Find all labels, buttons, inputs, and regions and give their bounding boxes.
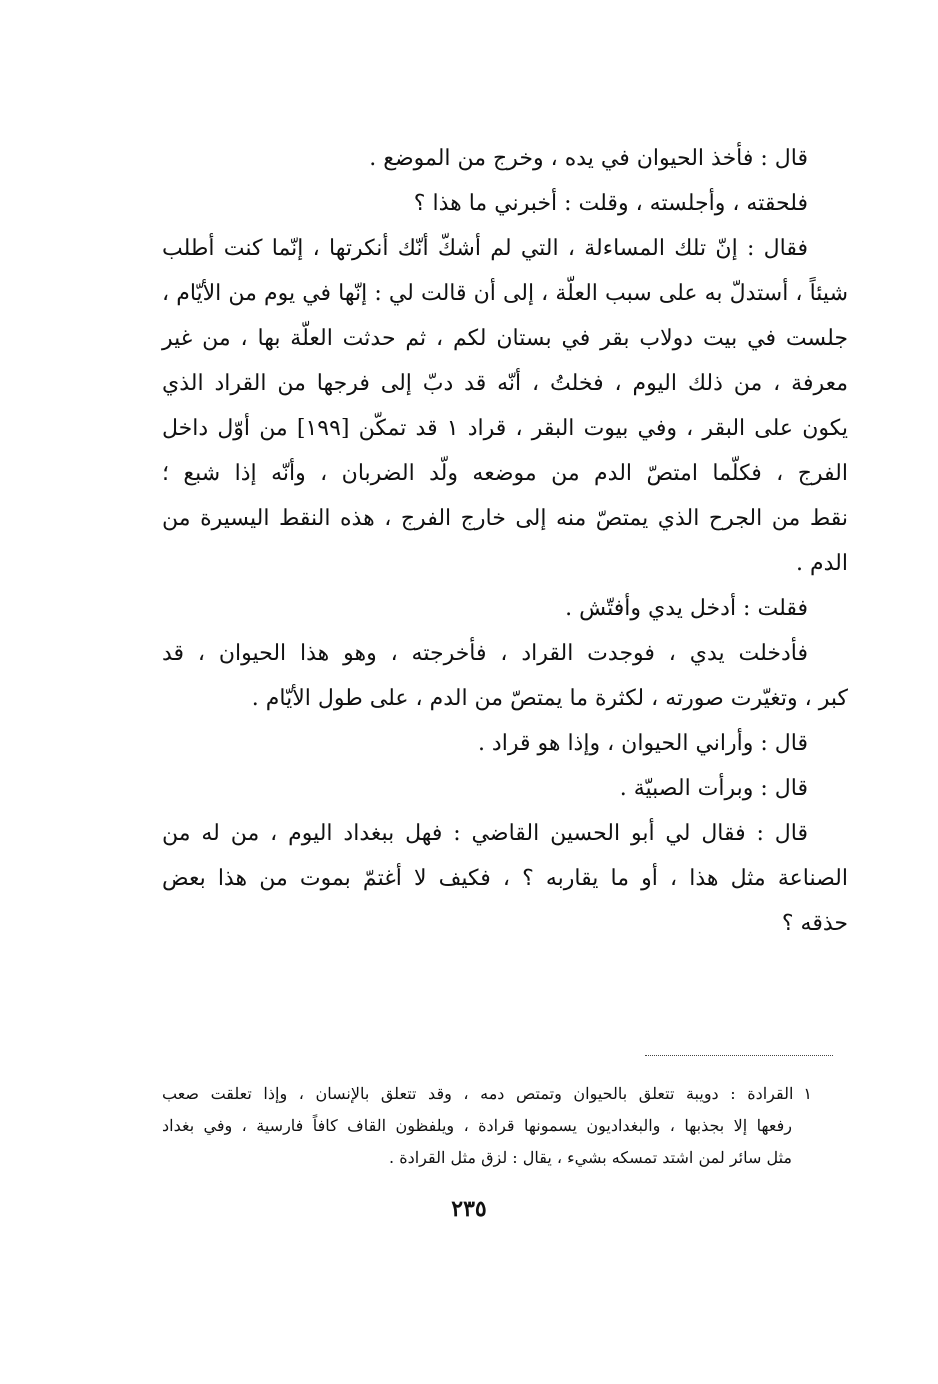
footnote-line: مثل سائر لمن اشتد تمسكه بشيء ، يقال : لزق مثل القرادة . [389,1148,792,1167]
text-line: كبر ، وتغيّرت صورته ، لكثرة ما يمتصّ من الدم ، على طول الأيّام . [251,686,848,711]
text-line: جلست في بيت دولاب بقر في بستان لكم ، ثم حدثت العلّة بها ، من غير [162,326,848,351]
main-text [162,136,848,946]
text-line: نقط من الجرح الذي يمتصّ منه إلى خارج الفرج ، هذه النقط اليسيرة من [162,506,848,531]
text-line: يكون على البقر ، وفي بيوت البقر ، قراد ١ قد تمكّن [١٩٩] من أوّل داخل [162,416,848,441]
text-line: فقال : إنّ تلك المساءلة ، التي لم أشكّ أنّك أنكرتها ، إنّما كنت أطلب [162,236,808,261]
footnote-line [162,1078,812,1110]
text-line: حذقه ؟ [781,911,848,936]
text-line: قال : فأخذ الحيوان في يده ، وخرج من الموضع . [369,146,808,171]
text-line: قال : وأراني الحيوان ، وإذا هو قراد . [477,731,808,756]
text-line: الفرج ، فكلّما امتصّ الدم من موضعه ولّد الضربان ، وأنّه إذا شبع ؛ [162,461,848,486]
text-line: قال : فقال لي أبو الحسين القاضي : فهل ببغداد اليوم ، من له من [162,821,808,846]
footnote-text: القرادة : دويبة تتعلق بالحيوان وتمتص دمه ، وقد تتعلق بالإنسان ، وإذا تعلقت صعب [162,1084,794,1103]
text-line: قال : وبرأت الصبيّة . [619,776,808,801]
text-line: فقلت : أدخل يدي وأفتّش . [565,596,808,621]
text-line: الدم . [796,551,848,576]
text-line: معرفة ، من ذلك اليوم ، فخلتُ ، أنّه قد دبّ إلى فرجها من القراد الذي [162,371,848,396]
footnote-line: رفعها إلا بجذبها ، والبغداديون يسمونها قرادة ، ويلفظون القاف كافاً فارسية ، وفي بغداد [162,1116,792,1135]
text-line: شيئاً ، أستدلّ به على سبب العلّة ، إلى أن قالت لي : إنّها في يوم من الأيّام ، [162,281,848,306]
text-line: فأدخلت يدي ، فوجدت القراد ، فأخرجته ، وهو هذا الحيوان ، قد [162,641,808,666]
footnotes [162,1078,812,1174]
footnote-divider [645,1055,833,1056]
text-line: فلحقته ، وأجلسته ، وقلت : أخبرني ما هذا ؟ [413,191,808,216]
footnote-number: ١ [803,1084,812,1103]
page-number: ٢٣٥ [451,1196,487,1222]
text-line: الصناعة مثل هذا ، أو ما يقاربه ؟ ، فكيف لا أغتمّ بموت من هذا بعض [162,866,848,891]
